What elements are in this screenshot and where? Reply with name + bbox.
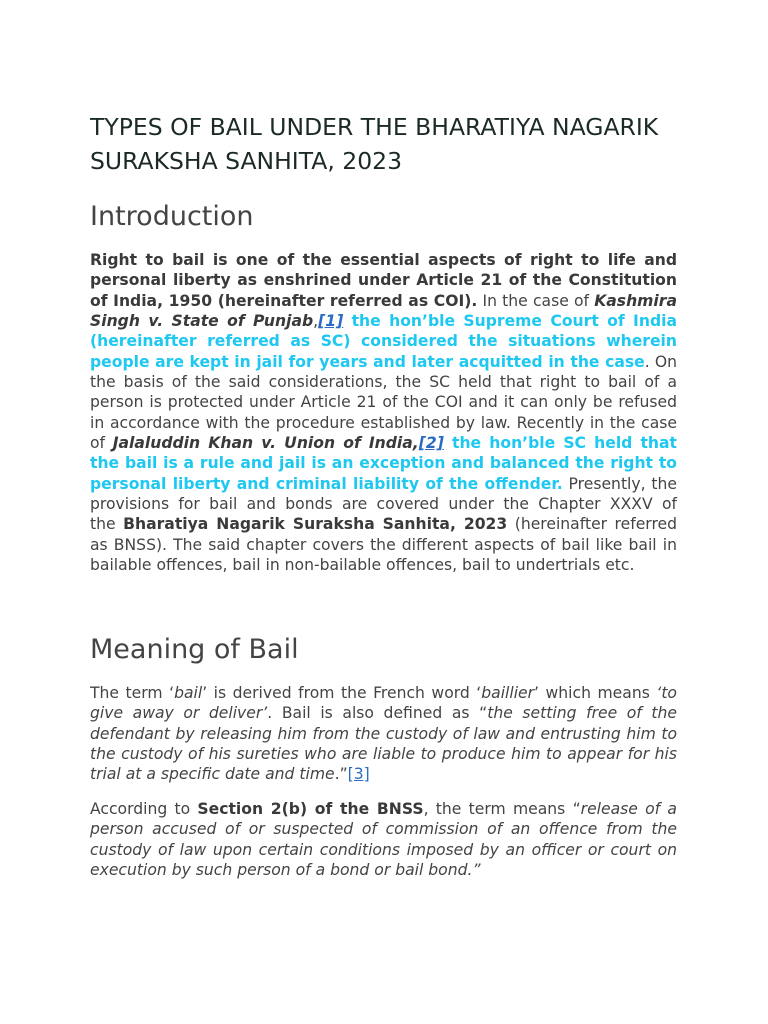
section-paragraph (90, 799, 677, 880)
intro-text-3: Presently, the provisions for bail and bonds are covered under the Chapter XXXV of the (90, 474, 678, 534)
statutory-definition: release of a person accused of or suspected of commission of an offence from the custody of law upon certain conditions imposed by an officer or court on execution by such person of a bond or bail bond.” (90, 800, 677, 880)
term-bail: bail (174, 684, 203, 702)
introduction-heading: Introduction (90, 201, 254, 232)
meaning-text-3: ’ which means (534, 684, 657, 702)
intro-text-4: (hereinafter referred as BNSS). The said chapter covers the different aspects of bail like bail in bailable offences, bail in non-bailable offences, bail to undertrials etc. (90, 515, 678, 575)
bail-definition: the setting free of the defendant by releasing him from the custody of law and entrusting him to the custody of his sureties who are liable to produce him to appear for his trial at a specific date and time (90, 704, 677, 784)
meaning-text-1: The term ‘ (90, 684, 175, 702)
intro-text-2: . On the basis of the said considerations, the SC held that right to bail of a person is protected under Article 21 of the COI and it can only be refused in accordance with the procedure established by law. Recently in the case of (90, 352, 677, 453)
section-reference: Section 2(b) of the BNSS (197, 800, 424, 818)
section-text-1: According to (90, 800, 198, 818)
term-give-away: ‘to give away or deliver’ (90, 684, 677, 723)
term-baillier: baillier (481, 684, 535, 702)
highlight-sc-consideration: the hon’ble Supreme Court of India (hereinafter referred as SC) considered the situations wherein people are kept in jail for years and later acquitted in the case (90, 312, 677, 371)
intro-comma: , (313, 312, 319, 331)
footnote-ref-3[interactable]: [3] (347, 765, 370, 784)
meaning-heading: Meaning of Bail (90, 634, 299, 665)
meaning-paragraph (90, 683, 677, 785)
case-name-kashmira-singh: Kashmira Singh v. State of Punjab (90, 291, 677, 331)
section-text-2: , the term means “ (423, 800, 581, 818)
intro-text-1: In the case of (477, 291, 595, 310)
meaning-text-5: .” (334, 765, 348, 784)
footnote-ref-2[interactable]: [2] (418, 434, 444, 453)
case-name-jalaluddin-khan: Jalaluddin Khan v. Union of India, (112, 434, 419, 453)
meaning-text-2: ’ is derived from the French word ‘ (202, 684, 482, 702)
meaning-text-4: . Bail is also defined as “ (267, 704, 488, 723)
intro-bold-sentence: Right to bail is one of the essential aspects of right to life and personal liberty as enshrined under Article 21 of the Constitution of India, 1950 (hereinafter referred as COI). (90, 251, 677, 310)
footnote-ref-1[interactable]: [1] (318, 312, 344, 331)
highlight-bail-rule: the hon’ble SC held that the bail is a rule and jail is an exception and balanced the right to personal liberty and criminal liability of the offender. (90, 434, 677, 493)
document-title: TYPES OF BAIL UNDER THE BHARATIYA NAGARIK SURAKSHA SANHITA, 2023 (90, 113, 659, 175)
introduction-paragraph (90, 250, 677, 576)
bnss-name: Bharatiya Nagarik Suraksha Sanhita, 2023 (123, 515, 508, 534)
